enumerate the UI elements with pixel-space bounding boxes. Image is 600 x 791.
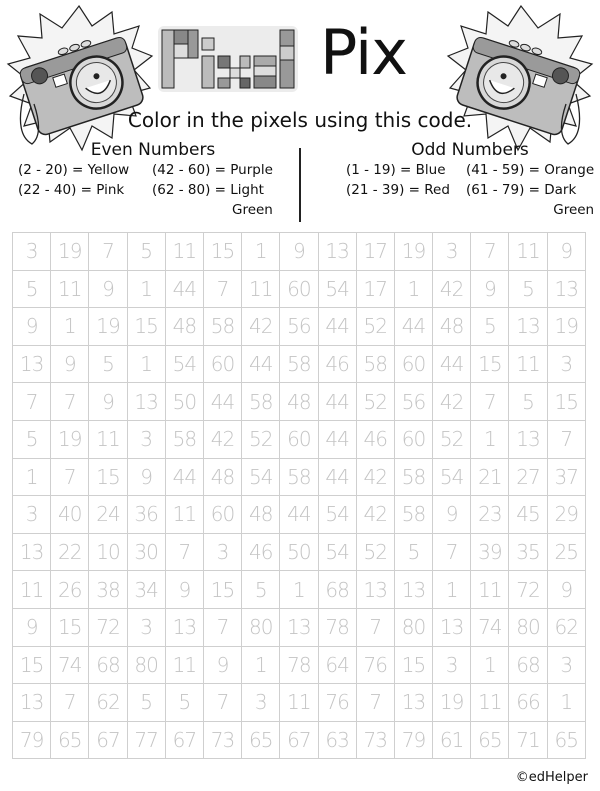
grid-cell[interactable]: 64 bbox=[318, 646, 356, 684]
grid-cell[interactable]: 67 bbox=[280, 721, 318, 759]
grid-cell[interactable]: 44 bbox=[203, 383, 241, 421]
grid-cell[interactable]: 79 bbox=[394, 721, 432, 759]
grid-cell[interactable]: 11 bbox=[471, 571, 509, 609]
grid-cell[interactable]: 13 bbox=[394, 684, 432, 722]
grid-cell[interactable]: 46 bbox=[318, 345, 356, 383]
grid-cell[interactable]: 11 bbox=[509, 233, 547, 271]
grid-cell[interactable]: 54 bbox=[242, 458, 280, 496]
grid-cell[interactable]: 17 bbox=[356, 270, 394, 308]
legend-item-light-green-cont: Green bbox=[231, 202, 273, 218]
grid-cell[interactable]: 15 bbox=[203, 233, 241, 271]
grid-cell[interactable]: 58 bbox=[280, 458, 318, 496]
legend-item-yellow: (2 - 20) = Yellow bbox=[18, 162, 130, 178]
grid-cell[interactable]: 13 bbox=[394, 571, 432, 609]
grid-cell[interactable]: 15 bbox=[13, 646, 51, 684]
grid-cell[interactable]: 44 bbox=[318, 308, 356, 346]
grid-cell[interactable]: 9 bbox=[433, 496, 471, 534]
grid-row bbox=[13, 458, 586, 496]
grid-cell[interactable]: 15 bbox=[471, 345, 509, 383]
grid-cell[interactable]: 17 bbox=[356, 233, 394, 271]
grid-cell[interactable]: 7 bbox=[356, 608, 394, 646]
grid-cell[interactable]: 3 bbox=[13, 496, 51, 534]
grid-cell[interactable]: 42 bbox=[203, 420, 241, 458]
grid-cell[interactable]: 80 bbox=[509, 608, 547, 646]
grid-cell[interactable]: 1 bbox=[433, 571, 471, 609]
grid-cell[interactable]: 44 bbox=[165, 458, 203, 496]
grid-cell[interactable]: 80 bbox=[242, 608, 280, 646]
grid-cell[interactable]: 7 bbox=[165, 533, 203, 571]
grid-cell[interactable]: 58 bbox=[394, 496, 432, 534]
legend-item-light-green: (62 - 80) = Light bbox=[152, 182, 264, 198]
grid-cell[interactable]: 44 bbox=[433, 345, 471, 383]
grid-cell[interactable]: 9 bbox=[203, 646, 241, 684]
grid-cell[interactable]: 3 bbox=[203, 533, 241, 571]
grid-cell[interactable]: 1 bbox=[127, 270, 165, 308]
grid-cell[interactable]: 74 bbox=[471, 608, 509, 646]
grid-cell[interactable]: 52 bbox=[356, 533, 394, 571]
grid-cell[interactable]: 13 bbox=[127, 383, 165, 421]
grid-cell[interactable]: 44 bbox=[280, 496, 318, 534]
legend-item-blue: (1 - 19) = Blue bbox=[346, 162, 446, 178]
grid-cell[interactable]: 9 bbox=[165, 571, 203, 609]
grid-cell[interactable]: 9 bbox=[547, 571, 585, 609]
grid-cell[interactable]: 11 bbox=[242, 270, 280, 308]
grid-row bbox=[13, 608, 586, 646]
grid-cell[interactable]: 7 bbox=[89, 233, 127, 271]
grid-cell[interactable]: 13 bbox=[433, 608, 471, 646]
grid-cell[interactable]: 76 bbox=[318, 684, 356, 722]
copyright-text: ©edHelper bbox=[515, 770, 588, 785]
grid-cell[interactable]: 11 bbox=[165, 233, 203, 271]
grid-cell[interactable]: 5 bbox=[89, 345, 127, 383]
legend-item-purple: (42 - 60) = Purple bbox=[152, 162, 273, 178]
grid-cell[interactable]: 13 bbox=[165, 608, 203, 646]
grid-cell[interactable]: 58 bbox=[280, 345, 318, 383]
grid-cell[interactable]: 44 bbox=[318, 420, 356, 458]
grid-cell[interactable]: 3 bbox=[242, 684, 280, 722]
grid-cell[interactable]: 54 bbox=[318, 533, 356, 571]
grid-cell[interactable]: 13 bbox=[318, 233, 356, 271]
grid-cell[interactable]: 60 bbox=[203, 345, 241, 383]
grid-cell[interactable]: 23 bbox=[471, 496, 509, 534]
grid-cell[interactable]: 63 bbox=[318, 721, 356, 759]
grid-cell[interactable]: 58 bbox=[356, 345, 394, 383]
grid-cell[interactable]: 5 bbox=[127, 233, 165, 271]
grid-cell[interactable]: 5 bbox=[13, 420, 51, 458]
grid-cell[interactable]: 9 bbox=[547, 233, 585, 271]
grid-cell[interactable]: 3 bbox=[13, 233, 51, 271]
grid-cell[interactable]: 11 bbox=[280, 684, 318, 722]
grid-cell[interactable]: 5 bbox=[165, 684, 203, 722]
grid-cell[interactable]: 5 bbox=[509, 270, 547, 308]
grid-cell[interactable]: 52 bbox=[356, 308, 394, 346]
grid-cell[interactable]: 19 bbox=[433, 684, 471, 722]
grid-cell[interactable]: 36 bbox=[127, 496, 165, 534]
grid-cell[interactable]: 50 bbox=[165, 383, 203, 421]
grid-cell[interactable]: 9 bbox=[280, 233, 318, 271]
grid-row bbox=[13, 270, 586, 308]
grid-cell[interactable]: 1 bbox=[242, 646, 280, 684]
grid-cell[interactable]: 15 bbox=[51, 608, 89, 646]
grid-cell[interactable]: 58 bbox=[203, 308, 241, 346]
grid-cell[interactable]: 7 bbox=[51, 684, 89, 722]
grid-cell[interactable]: 39 bbox=[471, 533, 509, 571]
grid-cell[interactable]: 19 bbox=[394, 233, 432, 271]
grid-cell[interactable]: 60 bbox=[280, 270, 318, 308]
grid-cell[interactable]: 11 bbox=[89, 420, 127, 458]
odd-numbers-heading: Odd Numbers bbox=[411, 140, 529, 160]
grid-cell[interactable]: 61 bbox=[433, 721, 471, 759]
grid-cell[interactable]: 7 bbox=[471, 383, 509, 421]
grid-cell[interactable]: 42 bbox=[433, 383, 471, 421]
grid-cell[interactable]: 15 bbox=[547, 383, 585, 421]
even-numbers-legend bbox=[18, 140, 288, 218]
grid-cell[interactable]: 7 bbox=[547, 420, 585, 458]
grid-row bbox=[13, 420, 586, 458]
grid-cell[interactable]: 9 bbox=[471, 270, 509, 308]
grid-cell[interactable]: 13 bbox=[280, 608, 318, 646]
instruction-text: Color in the pixels using this code. bbox=[127, 108, 473, 132]
grid-cell[interactable]: 9 bbox=[51, 345, 89, 383]
grid-row bbox=[13, 233, 586, 271]
grid-cell[interactable]: 44 bbox=[394, 308, 432, 346]
grid-row bbox=[13, 721, 586, 759]
grid-cell[interactable]: 68 bbox=[318, 571, 356, 609]
grid-cell[interactable]: 7 bbox=[203, 684, 241, 722]
grid-cell[interactable]: 71 bbox=[509, 721, 547, 759]
grid-cell[interactable]: 38 bbox=[89, 571, 127, 609]
grid-row bbox=[13, 646, 586, 684]
grid-cell[interactable]: 62 bbox=[547, 608, 585, 646]
grid-cell[interactable]: 13 bbox=[13, 533, 51, 571]
grid-cell[interactable]: 65 bbox=[547, 721, 585, 759]
grid-cell[interactable]: 65 bbox=[471, 721, 509, 759]
page-title bbox=[150, 14, 450, 104]
grid-cell[interactable]: 80 bbox=[394, 608, 432, 646]
grid-cell[interactable]: 15 bbox=[127, 308, 165, 346]
grid-cell[interactable]: 7 bbox=[203, 270, 241, 308]
grid-row bbox=[13, 684, 586, 722]
grid-cell[interactable]: 37 bbox=[547, 458, 585, 496]
grid-cell[interactable]: 13 bbox=[13, 684, 51, 722]
grid-cell[interactable]: 7 bbox=[356, 684, 394, 722]
grid-cell[interactable]: 11 bbox=[51, 270, 89, 308]
legend-item-red: (21 - 39) = Red bbox=[346, 182, 450, 198]
grid-cell[interactable]: 13 bbox=[356, 571, 394, 609]
grid-cell[interactable]: 74 bbox=[51, 646, 89, 684]
grid-cell[interactable]: 48 bbox=[203, 458, 241, 496]
grid-cell[interactable]: 1 bbox=[242, 233, 280, 271]
grid-cell[interactable]: 52 bbox=[242, 420, 280, 458]
grid-cell[interactable]: 80 bbox=[127, 646, 165, 684]
grid-cell[interactable]: 11 bbox=[471, 684, 509, 722]
grid-cell[interactable]: 1 bbox=[280, 571, 318, 609]
grid-cell[interactable]: 3 bbox=[127, 420, 165, 458]
grid-cell[interactable]: 40 bbox=[51, 496, 89, 534]
grid-cell[interactable]: 1 bbox=[394, 270, 432, 308]
grid-cell[interactable]: 60 bbox=[394, 345, 432, 383]
grid-cell[interactable]: 11 bbox=[13, 571, 51, 609]
grid-cell[interactable]: 3 bbox=[547, 646, 585, 684]
grid-cell[interactable]: 78 bbox=[280, 646, 318, 684]
grid-cell[interactable]: 7 bbox=[51, 383, 89, 421]
grid-cell[interactable]: 44 bbox=[318, 458, 356, 496]
grid-cell[interactable]: 65 bbox=[242, 721, 280, 759]
grid-cell[interactable]: 68 bbox=[509, 646, 547, 684]
grid-cell[interactable]: 15 bbox=[203, 571, 241, 609]
grid-cell[interactable]: 9 bbox=[89, 383, 127, 421]
grid-cell[interactable]: 1 bbox=[127, 345, 165, 383]
grid-cell[interactable]: 73 bbox=[203, 721, 241, 759]
grid-cell[interactable]: 60 bbox=[203, 496, 241, 534]
grid-cell[interactable]: 26 bbox=[51, 571, 89, 609]
grid-cell[interactable]: 42 bbox=[356, 496, 394, 534]
grid-cell[interactable]: 13 bbox=[547, 270, 585, 308]
grid-cell[interactable]: 58 bbox=[165, 420, 203, 458]
odd-numbers-legend bbox=[340, 140, 600, 218]
grid-cell[interactable]: 11 bbox=[509, 345, 547, 383]
grid-cell[interactable]: 48 bbox=[242, 496, 280, 534]
grid-cell[interactable]: 56 bbox=[394, 383, 432, 421]
grid-cell[interactable]: 54 bbox=[433, 458, 471, 496]
grid-cell[interactable]: 13 bbox=[509, 420, 547, 458]
grid-cell[interactable]: 9 bbox=[13, 308, 51, 346]
pixel-grid bbox=[12, 232, 586, 759]
grid-cell[interactable]: 11 bbox=[165, 496, 203, 534]
grid-cell[interactable]: 50 bbox=[280, 533, 318, 571]
grid-cell[interactable]: 7 bbox=[51, 458, 89, 496]
legend-item-pink: (22 - 40) = Pink bbox=[18, 182, 125, 198]
grid-cell[interactable]: 29 bbox=[547, 496, 585, 534]
grid-cell[interactable]: 30 bbox=[127, 533, 165, 571]
grid-cell[interactable]: 13 bbox=[509, 308, 547, 346]
grid-cell[interactable]: 21 bbox=[471, 458, 509, 496]
grid-cell[interactable]: 44 bbox=[242, 345, 280, 383]
grid-cell[interactable]: 72 bbox=[89, 608, 127, 646]
grid-cell[interactable]: 67 bbox=[165, 721, 203, 759]
grid-cell[interactable]: 44 bbox=[318, 383, 356, 421]
grid-cell[interactable]: 3 bbox=[433, 233, 471, 271]
grid-cell[interactable]: 58 bbox=[394, 458, 432, 496]
grid-cell[interactable]: 66 bbox=[509, 684, 547, 722]
grid-cell[interactable]: 15 bbox=[394, 646, 432, 684]
grid-cell[interactable]: 48 bbox=[433, 308, 471, 346]
legend-item-dark-green: (61 - 79) = Dark bbox=[466, 182, 577, 198]
grid-cell[interactable]: 1 bbox=[471, 420, 509, 458]
grid-cell[interactable]: 42 bbox=[242, 308, 280, 346]
grid-cell[interactable]: 5 bbox=[242, 571, 280, 609]
grid-cell[interactable]: 19 bbox=[89, 308, 127, 346]
grid-cell[interactable]: 68 bbox=[89, 646, 127, 684]
grid-row bbox=[13, 533, 586, 571]
grid-cell[interactable]: 48 bbox=[280, 383, 318, 421]
grid-cell[interactable]: 78 bbox=[318, 608, 356, 646]
grid-row bbox=[13, 308, 586, 346]
grid-cell[interactable]: 46 bbox=[356, 420, 394, 458]
grid-cell[interactable]: 1 bbox=[471, 646, 509, 684]
grid-row bbox=[13, 345, 586, 383]
grid-cell[interactable]: 3 bbox=[547, 345, 585, 383]
grid-cell[interactable]: 65 bbox=[51, 721, 89, 759]
grid-cell[interactable]: 54 bbox=[318, 270, 356, 308]
grid-cell[interactable]: 44 bbox=[165, 270, 203, 308]
grid-cell[interactable]: 10 bbox=[89, 533, 127, 571]
grid-cell[interactable]: 7 bbox=[13, 383, 51, 421]
grid-row bbox=[13, 571, 586, 609]
pixel-block-letters-logo bbox=[158, 26, 298, 92]
grid-cell[interactable]: 58 bbox=[242, 383, 280, 421]
grid-cell[interactable]: 22 bbox=[51, 533, 89, 571]
grid-cell[interactable]: 15 bbox=[89, 458, 127, 496]
grid-cell[interactable]: 79 bbox=[13, 721, 51, 759]
grid-cell[interactable]: 7 bbox=[471, 233, 509, 271]
title-text: Pix bbox=[320, 16, 407, 89]
grid-cell[interactable]: 7 bbox=[433, 533, 471, 571]
grid-cell[interactable]: 34 bbox=[127, 571, 165, 609]
grid-cell[interactable]: 25 bbox=[547, 533, 585, 571]
grid-cell[interactable]: 24 bbox=[89, 496, 127, 534]
grid-cell[interactable]: 9 bbox=[13, 608, 51, 646]
grid-cell[interactable]: 77 bbox=[127, 721, 165, 759]
grid-cell[interactable]: 60 bbox=[394, 420, 432, 458]
grid-cell[interactable]: 72 bbox=[509, 571, 547, 609]
grid-cell[interactable]: 42 bbox=[356, 458, 394, 496]
grid-cell[interactable]: 54 bbox=[318, 496, 356, 534]
grid-cell[interactable]: 5 bbox=[127, 684, 165, 722]
grid-cell[interactable]: 52 bbox=[356, 383, 394, 421]
grid-cell[interactable]: 54 bbox=[165, 345, 203, 383]
grid-cell[interactable]: 9 bbox=[127, 458, 165, 496]
grid-cell[interactable]: 11 bbox=[165, 646, 203, 684]
grid-cell[interactable]: 19 bbox=[51, 420, 89, 458]
legend-divider bbox=[299, 148, 301, 222]
grid-cell[interactable]: 56 bbox=[280, 308, 318, 346]
grid-cell[interactable]: 67 bbox=[89, 721, 127, 759]
grid-cell[interactable]: 5 bbox=[394, 533, 432, 571]
grid-cell[interactable]: 9 bbox=[89, 270, 127, 308]
grid-row bbox=[13, 383, 586, 421]
grid-cell[interactable]: 62 bbox=[89, 684, 127, 722]
grid-cell[interactable]: 73 bbox=[356, 721, 394, 759]
grid-cell[interactable]: 27 bbox=[509, 458, 547, 496]
grid-cell[interactable]: 60 bbox=[280, 420, 318, 458]
legend-item-orange: (41 - 59) = Orange bbox=[466, 162, 595, 178]
grid-cell[interactable]: 7 bbox=[203, 608, 241, 646]
grid-cell[interactable]: 3 bbox=[127, 608, 165, 646]
grid-cell[interactable]: 19 bbox=[51, 233, 89, 271]
grid-cell[interactable]: 42 bbox=[433, 270, 471, 308]
grid-cell[interactable]: 3 bbox=[433, 646, 471, 684]
grid-cell[interactable]: 52 bbox=[433, 420, 471, 458]
grid-cell[interactable]: 5 bbox=[509, 383, 547, 421]
grid-row bbox=[13, 496, 586, 534]
grid-cell[interactable]: 45 bbox=[509, 496, 547, 534]
grid-cell[interactable]: 5 bbox=[471, 308, 509, 346]
grid-cell[interactable]: 46 bbox=[242, 533, 280, 571]
grid-cell[interactable]: 48 bbox=[165, 308, 203, 346]
grid-cell[interactable]: 1 bbox=[51, 308, 89, 346]
grid-cell[interactable]: 76 bbox=[356, 646, 394, 684]
grid-cell[interactable]: 1 bbox=[13, 458, 51, 496]
grid-cell[interactable]: 13 bbox=[13, 345, 51, 383]
legend-item-dark-green-cont: Green bbox=[553, 202, 595, 218]
grid-cell[interactable]: 1 bbox=[547, 684, 585, 722]
grid-cell[interactable]: 35 bbox=[509, 533, 547, 571]
grid-cell[interactable]: 5 bbox=[13, 270, 51, 308]
even-numbers-heading: Even Numbers bbox=[90, 140, 216, 160]
grid-cell[interactable]: 19 bbox=[547, 308, 585, 346]
